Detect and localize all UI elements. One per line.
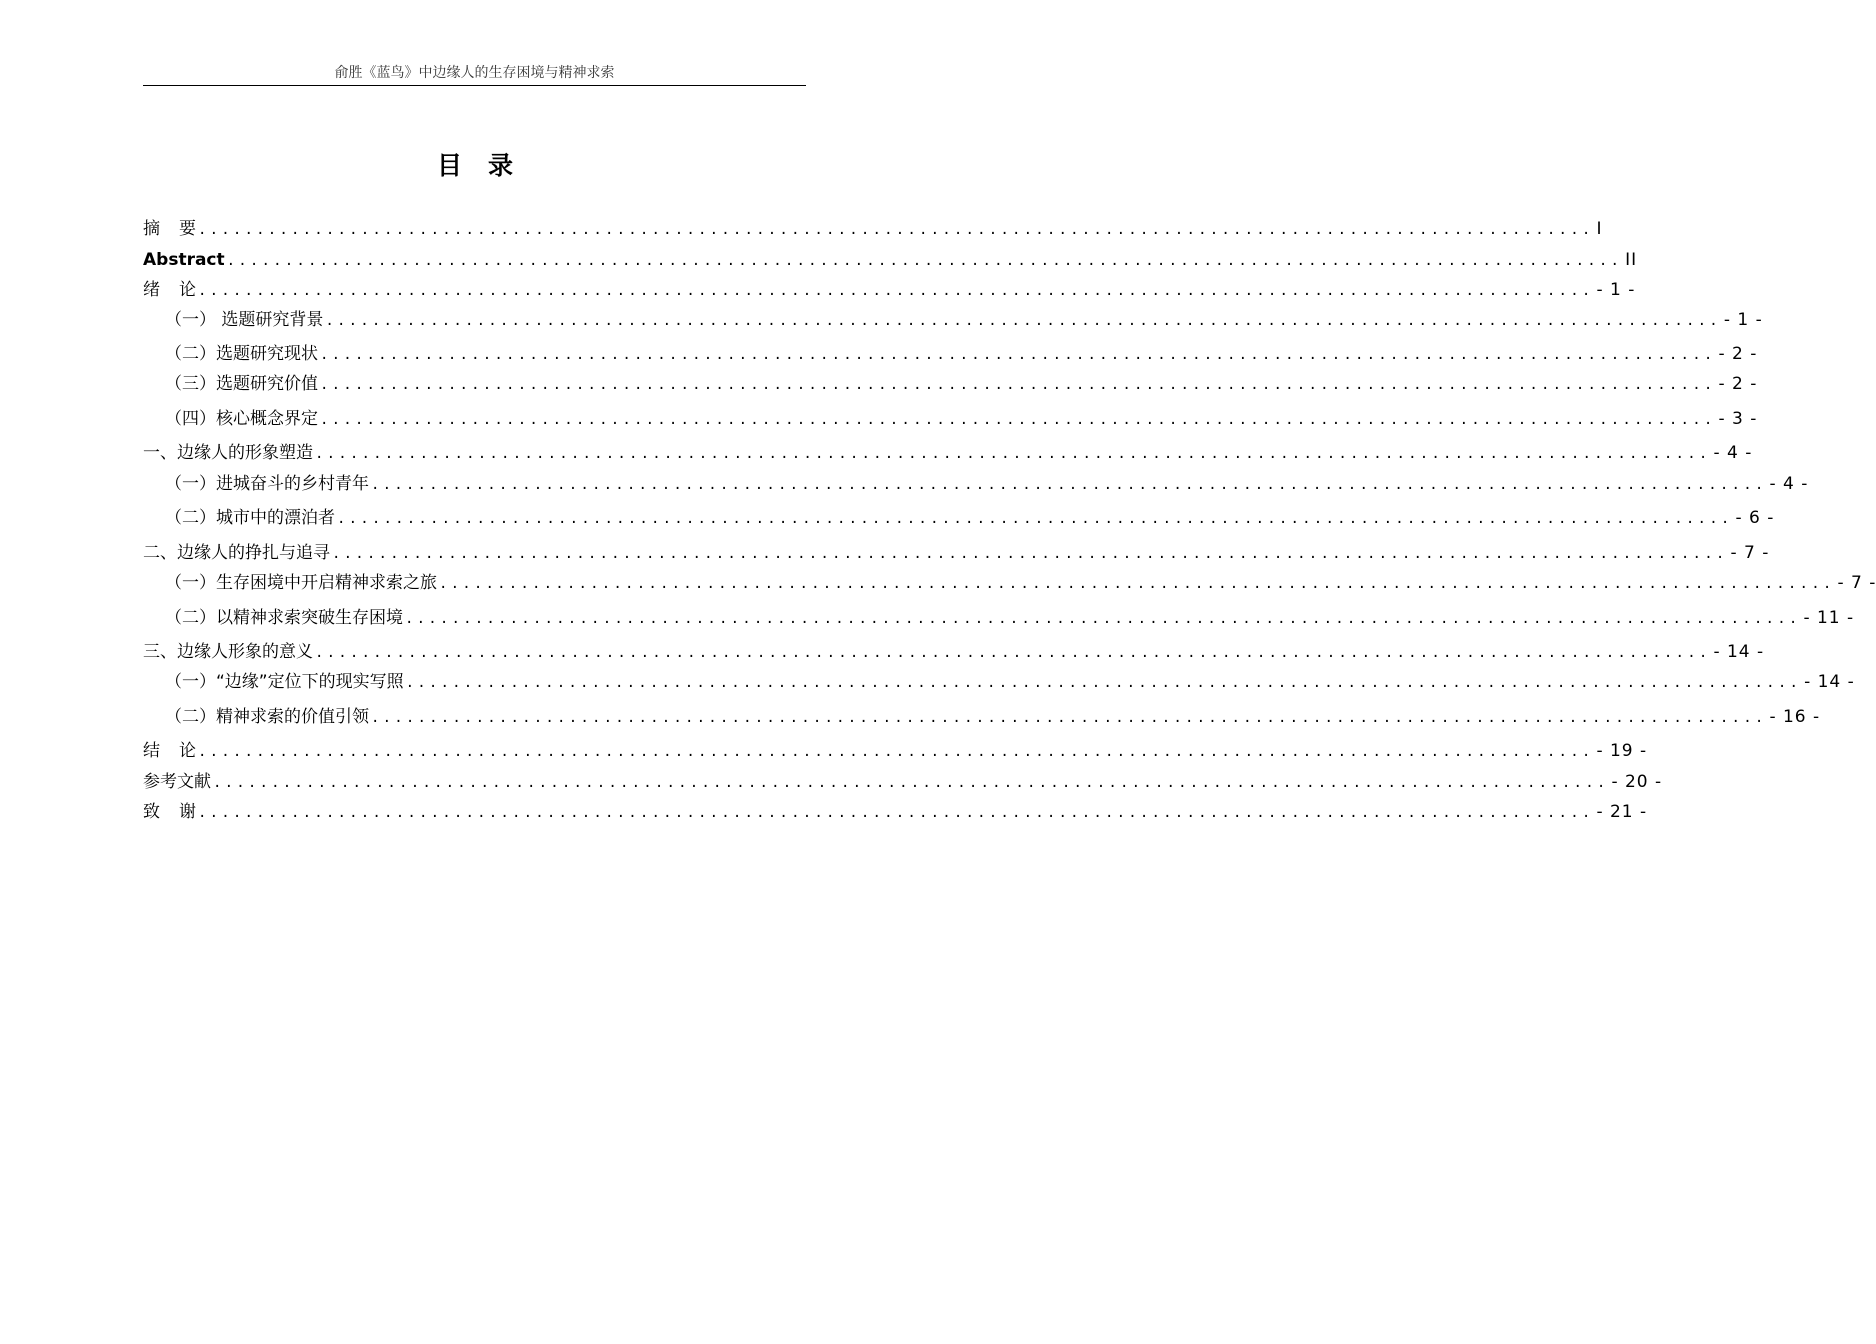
dot-leader: ........................................................................................................................ — [405, 611, 1801, 627]
toc-entry-label: （一）进城奋斗的乡村青年 — [165, 474, 369, 494]
toc-entry-label: 参考文献 — [143, 772, 211, 792]
toc-entry-research-status[interactable] — [165, 343, 1758, 365]
toc-entry-abstract-en[interactable] — [143, 249, 1638, 271]
toc-entry-page: - 1 - — [1723, 310, 1763, 330]
dot-leader: ........................................................................................................................ — [226, 253, 1623, 269]
dot-leader: ........................................................................................................................ — [439, 576, 1835, 592]
toc-entry-chapter-3-2[interactable] — [165, 706, 1821, 728]
toc-entry-research-background[interactable] — [165, 309, 1763, 331]
toc-entry-page: - 2 - — [1718, 374, 1758, 394]
toc-entry-label: （二）城市中的漂泊者 — [165, 508, 335, 528]
toc-entry-label: 二、边缘人的挣扎与追寻 — [143, 543, 330, 563]
page-title: 目录 — [436, 151, 539, 180]
toc-entry-label: 摘要 — [143, 219, 196, 239]
toc-entry-page: - 6 - — [1735, 508, 1775, 528]
toc-entry-page: I — [1596, 219, 1603, 239]
toc-entry-label: Abstract — [143, 250, 225, 270]
dot-leader: ........................................................................................................................ — [371, 710, 1767, 726]
toc-entry-chapter-2-2[interactable] — [165, 607, 1855, 629]
dot-leader: ........................................................................................................................ — [198, 222, 1594, 238]
dot-leader: ........................................................................................................................ — [337, 511, 1733, 527]
toc-entry-introduction[interactable] — [143, 279, 1636, 301]
dot-leader: ........................................................................................................................ — [332, 546, 1728, 562]
toc-entry-label: （三）选题研究价值 — [165, 374, 318, 394]
dot-leader: ........................................................................................................................ — [315, 446, 1711, 462]
toc-entry-page: - 3 - — [1718, 409, 1758, 429]
toc-entry-page: - 11 - — [1803, 608, 1855, 628]
toc-entry-label: （二）选题研究现状 — [165, 344, 318, 364]
dot-leader: ........................................................................................................................ — [198, 283, 1594, 299]
toc-entry-references[interactable] — [143, 771, 1663, 793]
toc-entry-page: - 19 - — [1596, 741, 1648, 761]
toc-entry-chapter-1[interactable] — [143, 442, 1753, 464]
dot-leader: ........................................................................................................................ — [320, 347, 1716, 363]
toc-entry-page: - 1 - — [1596, 280, 1636, 300]
dot-leader: ........................................................................................................................ — [198, 744, 1594, 760]
toc-entry-chapter-3-1[interactable] — [165, 671, 1855, 693]
toc-entry-core-concepts[interactable] — [165, 408, 1758, 430]
toc-entry-label: 绪论 — [143, 280, 196, 300]
toc-entry-acknowledgements[interactable] — [143, 801, 1648, 823]
toc-entry-page: - 14 - — [1804, 672, 1855, 692]
header-rule — [143, 85, 806, 86]
dot-leader: ........................................................................................................................ — [315, 645, 1711, 661]
toc-entry-page: - 14 - — [1713, 642, 1765, 662]
dot-leader: ........................................................................................................................ — [320, 412, 1716, 428]
dot-leader: ........................................................................................................................ — [405, 675, 1802, 691]
toc-entry-abstract-cn[interactable] — [143, 218, 1603, 240]
toc-entry-label: 一、边缘人的形象塑造 — [143, 443, 313, 463]
toc-entry-label: 结论 — [143, 741, 196, 761]
toc-entry-page: II — [1625, 250, 1638, 270]
running-header: 俞胜《蓝鸟》中边缘人的生存困境与精神求索 — [334, 65, 615, 81]
dot-leader: ........................................................................................................................ — [325, 313, 1721, 329]
toc-entry-label: 三、边缘人形象的意义 — [143, 642, 313, 662]
toc-entry-label: （二）精神求索的价值引领 — [165, 707, 369, 727]
toc-entry-page: - 7 - — [1730, 543, 1770, 563]
toc-entry-label: （二）以精神求索突破生存困境 — [165, 608, 403, 628]
toc-entry-chapter-2-1[interactable] — [165, 572, 1876, 594]
toc-entry-chapter-1-2[interactable] — [165, 507, 1775, 529]
toc-entry-label: （一） 选题研究背景 — [165, 310, 324, 330]
dot-leader: ........................................................................................................................ — [320, 377, 1716, 393]
toc-entry-chapter-1-1[interactable] — [165, 473, 1809, 495]
toc-entry-page: - 16 - — [1769, 707, 1821, 727]
toc-entry-page: - 4 - — [1713, 443, 1753, 463]
toc-entry-label: （四）核心概念界定 — [165, 409, 318, 429]
toc-entry-page: - 7 - — [1837, 573, 1876, 593]
toc-entry-label: （一）“边缘”定位下的现实写照 — [165, 672, 404, 692]
dot-leader: ........................................................................................................................ — [213, 775, 1609, 791]
toc-entry-chapter-2[interactable] — [143, 542, 1770, 564]
toc-entry-research-value[interactable] — [165, 373, 1758, 395]
toc-entry-label: （一）生存困境中开启精神求索之旅 — [165, 573, 437, 593]
toc-entry-page: - 2 - — [1718, 344, 1758, 364]
toc-entry-page: - 4 - — [1769, 474, 1809, 494]
dot-leader: ........................................................................................................................ — [198, 805, 1594, 821]
toc-entry-page: - 20 - — [1611, 772, 1663, 792]
toc-entry-chapter-3[interactable] — [143, 641, 1765, 663]
toc-entry-conclusion[interactable] — [143, 740, 1648, 762]
toc-entry-label: 致谢 — [143, 802, 196, 822]
toc-entry-page: - 21 - — [1596, 802, 1648, 822]
dot-leader: ........................................................................................................................ — [371, 477, 1767, 493]
